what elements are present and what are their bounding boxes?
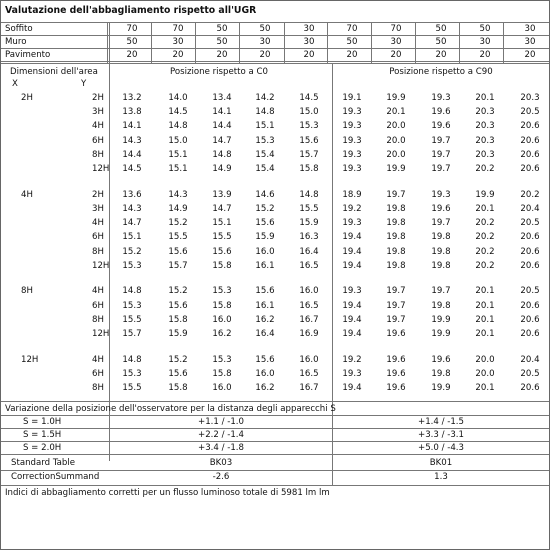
ugr-value-c90: 20.2	[475, 218, 495, 229]
ugr-value-c0: 15.5	[122, 383, 142, 394]
ugr-value-c90: 19.7	[386, 286, 406, 297]
ugr-value-c0: 15.1	[212, 218, 232, 229]
ugr-value-c90: 19.9	[386, 164, 406, 174]
ugr-value-c90: 19.7	[431, 286, 451, 297]
ugr-value-c0: 14.5	[168, 107, 188, 118]
ugr-value-c0: 16.5	[299, 260, 319, 271]
ugr-value-c0: 14.2	[255, 93, 275, 103]
ugr-value-c0: 15.2	[168, 286, 188, 297]
ugr-value-c0: 14.8	[299, 189, 319, 200]
ugr-value-c90: 19.4	[342, 232, 362, 243]
standard-table-c90: BK01	[429, 458, 453, 468]
ugr-value-c0: 13.9	[212, 189, 232, 200]
ugr-value-c0: 14.5	[299, 93, 319, 103]
ugr-value-c0: 15.7	[122, 329, 142, 339]
row-y-label: 4H	[92, 286, 104, 297]
c0-header: Posizione rispetto a C0	[170, 67, 268, 77]
ugr-value-c0: 16.0	[212, 383, 232, 394]
ugr-value-c0: 15.9	[255, 232, 275, 243]
ugr-value-c90: 20.6	[520, 121, 540, 132]
ugr-value-c0: 14.8	[212, 149, 232, 160]
row-y-label: 4H	[92, 354, 104, 365]
ugr-value-c0: 14.3	[122, 135, 142, 146]
row-y-label: 6H	[92, 232, 104, 243]
ugr-value-c90: 20.1	[475, 203, 495, 214]
ugr-value-c90: 19.8	[386, 232, 406, 243]
ugr-value-c0: 15.1	[255, 121, 275, 132]
group-x-label: 8H	[21, 286, 33, 297]
row-y-label: 6H	[92, 300, 104, 311]
reflectance-value: 20	[479, 50, 491, 60]
ugr-value-c90: 20.6	[520, 329, 540, 339]
reflectance-value: 70	[126, 24, 138, 34]
ugr-value-c90: 19.8	[386, 246, 406, 257]
ugr-value-c0: 15.8	[168, 314, 188, 325]
ugr-value-c90: 20.5	[520, 368, 540, 379]
correction-label: CorrectionSummand	[11, 472, 100, 482]
v-rule	[332, 63, 333, 485]
ugr-value-c90: 19.7	[431, 149, 451, 160]
ugr-value-c90: 20.6	[520, 246, 540, 257]
reflectance-value: 20	[172, 50, 184, 60]
reflectance-value: 30	[303, 37, 315, 47]
ugr-value-c90: 20.0	[386, 149, 406, 160]
ugr-value-c0: 14.3	[168, 189, 188, 200]
ugr-value-c0: 15.1	[168, 164, 188, 174]
ugr-value-c90: 20.1	[475, 93, 495, 103]
row-y-label: 8H	[92, 383, 104, 394]
h-rule	[1, 454, 549, 455]
row-y-label: 8H	[92, 314, 104, 325]
h-rule	[1, 441, 549, 442]
ugr-value-c90: 20.4	[520, 203, 540, 214]
ugr-value-c90: 20.1	[475, 300, 495, 311]
v-rule	[459, 23, 460, 63]
ugr-value-c0: 14.9	[168, 203, 188, 214]
ugr-value-c0: 15.9	[299, 218, 319, 229]
ugr-value-c0: 13.4	[212, 93, 232, 103]
ugr-value-c0: 15.2	[168, 218, 188, 229]
ugr-value-c90: 19.7	[386, 300, 406, 311]
ugr-value-c90: 19.1	[342, 93, 362, 103]
ugr-value-c0: 15.8	[212, 300, 232, 311]
ugr-value-c90: 19.2	[342, 203, 362, 214]
ugr-value-c0: 15.8	[212, 260, 232, 271]
v-rule	[107, 23, 108, 63]
row-y-label: 12H	[92, 260, 110, 271]
reflectance-value: 30	[390, 37, 402, 47]
ugr-value-c90: 19.7	[386, 314, 406, 325]
ugr-value-c90: 19.3	[342, 149, 362, 160]
ugr-value-c0: 15.6	[212, 246, 232, 257]
ugr-value-c0: 16.0	[212, 314, 232, 325]
reflectance-value: 30	[524, 37, 536, 47]
variation-label: S = 1.5H	[23, 430, 62, 440]
ugr-value-c0: 14.6	[255, 189, 275, 200]
v-rule	[371, 23, 372, 63]
correction-c0: -2.6	[212, 472, 230, 482]
variation-c0: +2.2 / -1.4	[198, 430, 244, 440]
ugr-value-c90: 19.9	[386, 93, 406, 103]
ugr-value-c90: 19.8	[431, 368, 451, 379]
row-y-label: 4H	[92, 121, 104, 132]
reflectance-value: 30	[479, 37, 491, 47]
ugr-value-c90: 19.3	[342, 164, 362, 174]
h-rule	[1, 63, 549, 64]
reflectance-value: 50	[126, 37, 138, 47]
ugr-value-c90: 19.3	[342, 368, 362, 379]
ugr-value-c0: 15.6	[299, 135, 319, 146]
ugr-value-c90: 19.6	[431, 354, 451, 365]
ugr-value-c90: 19.4	[342, 246, 362, 257]
ugr-value-c0: 16.0	[299, 286, 319, 297]
ugr-value-c0: 13.6	[122, 189, 142, 200]
ugr-value-c0: 14.7	[212, 135, 232, 146]
ugr-value-c0: 16.0	[299, 354, 319, 365]
ugr-value-c0: 16.7	[299, 383, 319, 394]
reflectance-value: 20	[126, 50, 138, 60]
ugr-value-c90: 19.6	[386, 329, 406, 339]
ugr-value-c90: 19.3	[342, 107, 362, 118]
ugr-value-c0: 15.4	[255, 149, 275, 160]
variation-c90: +3.3 / -3.1	[418, 430, 464, 440]
reflectance-value: 30	[524, 24, 536, 34]
ugr-value-c90: 20.6	[520, 135, 540, 146]
row-y-label: 6H	[92, 368, 104, 379]
ugr-value-c90: 19.6	[431, 107, 451, 118]
ugr-value-c90: 19.9	[431, 329, 451, 339]
ugr-value-c0: 15.2	[168, 354, 188, 365]
ugr-value-c0: 15.4	[255, 164, 275, 174]
ugr-value-c0: 14.8	[255, 107, 275, 118]
ugr-value-c0: 14.8	[122, 286, 142, 297]
ugr-value-c0: 14.7	[212, 203, 232, 214]
ugr-value-c90: 19.8	[431, 260, 451, 271]
reflectance-value: 20	[259, 50, 271, 60]
ugr-value-c90: 19.4	[342, 383, 362, 394]
reflectance-value: 20	[216, 50, 228, 60]
ugr-value-c0: 16.4	[299, 246, 319, 257]
row-y-label: 8H	[92, 149, 104, 160]
ugr-value-c90: 19.6	[386, 383, 406, 394]
v-rule	[239, 23, 240, 63]
ugr-value-c90: 19.6	[386, 368, 406, 379]
ugr-value-c0: 15.2	[255, 203, 275, 214]
h-rule	[1, 22, 549, 23]
ugr-value-c0: 15.5	[212, 232, 232, 243]
ugr-value-c90: 18.9	[342, 189, 362, 200]
ugr-value-c90: 20.6	[520, 232, 540, 243]
dimension-header: Dimensioni dell'area	[10, 67, 98, 77]
ugr-value-c0: 15.3	[212, 286, 232, 297]
reflectance-value: 30	[172, 37, 184, 47]
variation-c90: +1.4 / -1.5	[418, 417, 464, 427]
ugr-value-c90: 20.1	[475, 329, 495, 339]
reflectance-value: 70	[172, 24, 184, 34]
reflectance-value: 50	[346, 37, 358, 47]
ugr-value-c0: 15.3	[122, 260, 142, 271]
v-rule	[195, 23, 196, 63]
ugr-value-c0: 15.9	[168, 329, 188, 339]
reflectance-value: 20	[390, 50, 402, 60]
ugr-value-c0: 14.9	[212, 164, 232, 174]
axis-y-label: Y	[81, 79, 87, 89]
ugr-value-c0: 15.5	[299, 203, 319, 214]
ugr-value-c0: 16.0	[255, 368, 275, 379]
ugr-value-c90: 19.4	[342, 314, 362, 325]
ugr-value-c90: 20.0	[386, 135, 406, 146]
ugr-value-c90: 19.7	[386, 189, 406, 200]
ugr-value-c0: 14.0	[168, 93, 188, 103]
ugr-value-c90: 19.8	[431, 300, 451, 311]
ugr-value-c0: 14.4	[122, 149, 142, 160]
ugr-value-c0: 15.3	[299, 121, 319, 132]
row-y-label: 2H	[92, 93, 104, 103]
row-y-label: 12H	[92, 164, 110, 174]
reflectance-value: 20	[346, 50, 358, 60]
ugr-value-c0: 14.1	[122, 121, 142, 132]
ugr-value-c0: 15.6	[255, 286, 275, 297]
ugr-value-c90: 19.8	[386, 260, 406, 271]
ugr-value-c90: 19.8	[386, 218, 406, 229]
ugr-value-c90: 20.1	[386, 107, 406, 118]
ugr-value-c0: 15.1	[168, 149, 188, 160]
row-y-label: 8H	[92, 246, 104, 257]
ugr-value-c90: 20.5	[520, 107, 540, 118]
variation-c0: +1.1 / -1.0	[198, 417, 244, 427]
ugr-value-c90: 19.2	[342, 354, 362, 365]
ugr-value-c90: 20.6	[520, 383, 540, 394]
ugr-value-c90: 19.6	[386, 354, 406, 365]
v-rule	[284, 23, 285, 63]
ugr-value-c0: 14.8	[168, 121, 188, 132]
ugr-value-c90: 20.0	[386, 121, 406, 132]
ugr-value-c90: 20.5	[520, 218, 540, 229]
page-title: Valutazione dell'abbagliamento rispetto all'UGR	[5, 5, 257, 16]
reflectance-value: 50	[216, 37, 228, 47]
ugr-value-c0: 14.5	[122, 164, 142, 174]
ugr-value-c90: 19.3	[342, 135, 362, 146]
ugr-value-c0: 15.6	[255, 354, 275, 365]
ugr-value-c0: 15.6	[168, 246, 188, 257]
ugr-value-c0: 16.2	[212, 329, 232, 339]
ugr-value-c0: 16.7	[299, 314, 319, 325]
h-rule	[1, 415, 549, 416]
ugr-value-c90: 20.3	[520, 93, 540, 103]
standard-table-c0: BK03	[209, 458, 233, 468]
ugr-value-c0: 15.0	[299, 107, 319, 118]
c90-header: Posizione rispetto a C90	[389, 67, 493, 77]
h-rule	[1, 485, 549, 486]
reflectance-value: 50	[435, 24, 447, 34]
h-rule	[1, 401, 549, 402]
ugr-value-c90: 20.6	[520, 314, 540, 325]
ugr-value-c0: 15.8	[168, 383, 188, 394]
variation-c90: +5.0 / -4.3	[418, 443, 464, 453]
ugr-value-c0: 15.8	[299, 164, 319, 174]
reflectance-value: 70	[390, 24, 402, 34]
ugr-value-c90: 19.9	[431, 314, 451, 325]
ugr-value-c90: 19.9	[431, 383, 451, 394]
v-rule	[109, 23, 110, 461]
reflectance-value: 50	[479, 24, 491, 34]
ugr-value-c0: 15.6	[168, 300, 188, 311]
row-y-label: 4H	[92, 218, 104, 229]
ugr-value-c90: 19.7	[431, 135, 451, 146]
ugr-value-c0: 15.0	[168, 135, 188, 146]
ugr-value-c0: 15.2	[122, 246, 142, 257]
ugr-value-c90: 20.2	[475, 232, 495, 243]
reflectance-value: 50	[216, 24, 228, 34]
group-x-label: 2H	[21, 93, 33, 103]
ugr-value-c90: 20.0	[475, 368, 495, 379]
group-x-label: 12H	[21, 354, 39, 365]
v-rule	[151, 23, 152, 63]
ugr-value-c90: 20.6	[520, 260, 540, 271]
ugr-value-c0: 16.9	[299, 329, 319, 339]
ugr-value-c90: 19.3	[342, 218, 362, 229]
ugr-value-c90: 20.3	[475, 135, 495, 146]
ugr-value-c0: 14.4	[212, 121, 232, 132]
ugr-value-c0: 15.3	[212, 354, 232, 365]
ugr-value-c0: 14.3	[122, 203, 142, 214]
ugr-value-c0: 15.5	[122, 314, 142, 325]
ugr-value-c90: 19.6	[431, 203, 451, 214]
ugr-value-c0: 16.5	[299, 368, 319, 379]
correction-c90: 1.3	[434, 472, 448, 482]
v-rule	[503, 23, 504, 63]
ugr-value-c90: 20.0	[475, 354, 495, 365]
ugr-value-c0: 16.2	[255, 383, 275, 394]
ugr-value-c90: 19.6	[431, 121, 451, 132]
row-y-label: 3H	[92, 107, 104, 118]
ugr-value-c90: 20.3	[475, 121, 495, 132]
row-y-label: 3H	[92, 203, 104, 214]
ugr-value-c90: 19.3	[342, 121, 362, 132]
ugr-value-c0: 15.3	[122, 300, 142, 311]
ugr-value-c0: 15.1	[122, 232, 142, 243]
reflectance-value: 20	[524, 50, 536, 60]
footer-note: Indici di abbagliamento corretti per un flusso luminoso totale di 5981 lm lm	[5, 488, 330, 498]
ugr-value-c0: 15.3	[122, 368, 142, 379]
standard-table-label: Standard Table	[11, 458, 76, 468]
h-rule	[1, 48, 549, 49]
v-rule	[415, 23, 416, 63]
axis-x-label: X	[12, 79, 18, 89]
ugr-value-c90: 19.3	[431, 189, 451, 200]
reflectance-value: 30	[259, 37, 271, 47]
reflectance-value: 20	[435, 50, 447, 60]
ugr-value-c0: 13.8	[122, 107, 142, 118]
ugr-value-c90: 19.3	[431, 93, 451, 103]
ugr-value-c0: 15.6	[255, 218, 275, 229]
ugr-value-c90: 20.1	[475, 314, 495, 325]
ugr-value-c90: 19.7	[431, 164, 451, 174]
row-y-label: 6H	[92, 135, 104, 146]
reflectance-value: 20	[303, 50, 315, 60]
ugr-value-c0: 16.5	[299, 300, 319, 311]
ugr-value-c90: 19.4	[342, 300, 362, 311]
ugr-value-c90: 20.2	[475, 246, 495, 257]
ugr-value-c90: 20.1	[475, 286, 495, 297]
ugr-value-c0: 15.8	[212, 368, 232, 379]
reflectance-value: 70	[346, 24, 358, 34]
ugr-value-c90: 19.9	[475, 189, 495, 200]
ugr-value-c90: 19.8	[431, 232, 451, 243]
ugr-value-c0: 16.2	[255, 314, 275, 325]
variation-label: S = 1.0H	[23, 417, 62, 427]
ugr-value-c0: 14.7	[122, 218, 142, 229]
ugr-value-c90: 20.3	[475, 149, 495, 160]
ugr-value-c90: 19.4	[342, 260, 362, 271]
ugr-value-c90: 20.6	[520, 149, 540, 160]
ugr-value-c90: 20.5	[520, 286, 540, 297]
h-rule	[1, 428, 549, 429]
ugr-value-c90: 20.2	[520, 189, 540, 200]
h-rule	[1, 470, 549, 471]
h-rule	[1, 35, 549, 36]
ugr-value-c90: 19.8	[431, 246, 451, 257]
reflectance-value: 30	[303, 24, 315, 34]
row-y-label: 2H	[92, 189, 104, 200]
ugr-value-c0: 15.3	[255, 135, 275, 146]
ugr-value-c0: 15.5	[168, 232, 188, 243]
variation-heading: Variazione della posizione dell'osservatore per la distanza degli apparecchi S	[5, 404, 336, 414]
ugr-value-c0: 16.4	[255, 329, 275, 339]
ugr-value-c0: 14.8	[122, 354, 142, 365]
ugr-value-c90: 20.3	[475, 107, 495, 118]
reflectance-label: Soffito	[5, 24, 33, 34]
ugr-value-c0: 16.1	[255, 260, 275, 271]
row-y-label: 12H	[92, 329, 110, 339]
ugr-value-c90: 20.2	[475, 260, 495, 271]
variation-c0: +3.4 / -1.8	[198, 443, 244, 453]
ugr-value-c90: 19.3	[342, 286, 362, 297]
ugr-value-c0: 15.7	[168, 260, 188, 271]
ugr-value-c0: 15.7	[299, 149, 319, 160]
h-rule	[1, 61, 549, 62]
ugr-value-c90: 19.7	[431, 218, 451, 229]
ugr-value-c90: 20.6	[520, 300, 540, 311]
reflectance-value: 50	[259, 24, 271, 34]
reflectance-label: Pavimento	[5, 50, 51, 60]
ugr-value-c90: 20.1	[475, 383, 495, 394]
ugr-value-c90: 20.4	[520, 354, 540, 365]
variation-label: S = 2.0H	[23, 443, 62, 453]
v-rule	[327, 23, 328, 63]
ugr-value-c90: 19.4	[342, 329, 362, 339]
group-x-label: 4H	[21, 189, 33, 200]
ugr-value-c0: 16.0	[255, 246, 275, 257]
reflectance-label: Muro	[5, 37, 27, 47]
ugr-value-c0: 13.2	[122, 93, 142, 103]
ugr-value-c0: 16.3	[299, 232, 319, 243]
ugr-value-c90: 20.2	[475, 164, 495, 174]
ugr-value-c0: 15.6	[168, 368, 188, 379]
ugr-value-c90: 20.6	[520, 164, 540, 174]
ugr-value-c0: 16.1	[255, 300, 275, 311]
ugr-value-c0: 14.1	[212, 107, 232, 118]
ugr-value-c90: 19.8	[386, 203, 406, 214]
reflectance-value: 50	[435, 37, 447, 47]
